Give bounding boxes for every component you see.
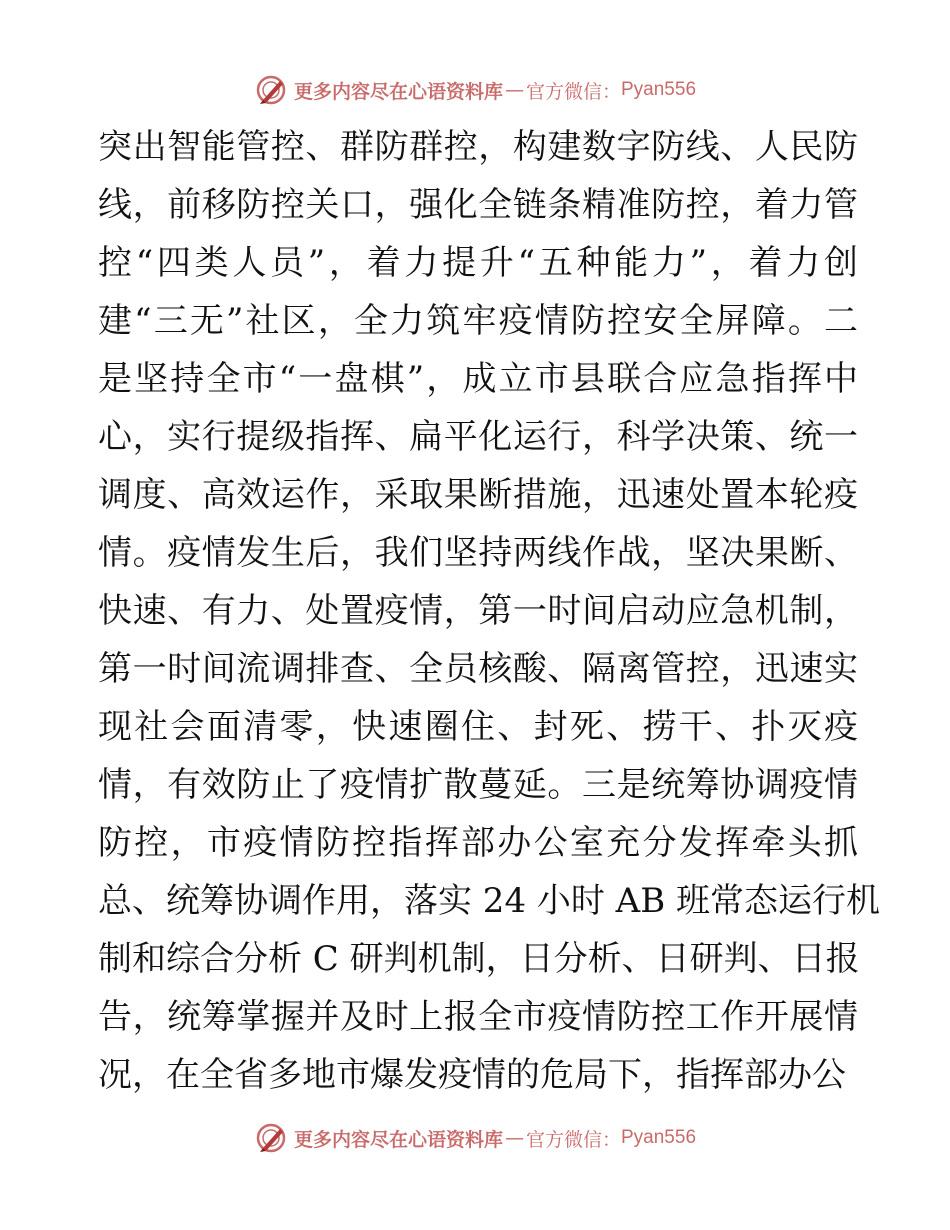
pen-logo-icon [254,73,288,107]
banner-main-text: 更多内容尽在心语资料库 [293,80,503,103]
body-line: 控“四类人员”，着力提升“五种能力”，着力创 [98,243,858,283]
body-line: 总、统筹协调作用，落实 24 小时 AB 班常态运行机 [98,881,881,921]
body-line: 现社会面清零，快速圈住、封死、捞干、扑灭疫 [98,707,858,747]
body-line: 调度、高效运作，采取果断措施，迅速处置本轮疫 [98,475,858,515]
banner-separator: — [504,1127,524,1149]
body-line: 防控，市疫情防控指挥部办公室充分发挥牵头抓 [98,823,858,863]
banner-wechat-label: 官方微信： [525,80,621,103]
banner-wechat-account: Pyan556 [621,79,697,100]
body-line: 心，实行提级指挥、扁平化运行，科学决策、统一 [98,417,858,457]
banner-separator: — [504,79,524,101]
banner-wechat-label: 官方微信： [525,1128,621,1151]
footer-watermark-banner [0,1118,950,1158]
banner-main-text: 更多内容尽在心语资料库 [293,1128,503,1151]
body-line: 第一时间流调排查、全员核酸、隔离管控，迅速实 [98,649,858,689]
body-line: 情。疫情发生后，我们坚持两线作战，坚决果断、 [98,533,858,573]
document-body [98,118,881,1104]
body-line: 快速、有力、处置疫情，第一时间启动应急机制， [98,591,858,631]
body-line: 线，前移防控关口，强化全链条精准防控，着力管 [98,185,858,225]
body-line: 告，统筹掌握并及时上报全市疫情防控工作开展情 [98,997,858,1037]
pen-logo-icon [254,1121,288,1155]
header-watermark-banner [0,70,950,110]
body-line: 是坚持全市“一盘棋”，成立市县联合应急指挥中 [98,359,858,399]
body-line: 突出智能管控、群防群控，构建数字防线、人民防 [98,127,858,167]
body-line: 建“三无”社区，全力筑牢疫情防控安全屏障。二 [98,301,858,341]
banner-wechat-account: Pyan556 [621,1127,697,1148]
body-line: 制和综合分析 C 研判机制，日分析、日研判、日报 [98,939,860,979]
body-line: 情，有效防止了疫情扩散蔓延。三是统筹协调疫情 [98,765,858,805]
body-line: 况，在全省多地市爆发疫情的危局下，指挥部办公 [98,1055,846,1095]
